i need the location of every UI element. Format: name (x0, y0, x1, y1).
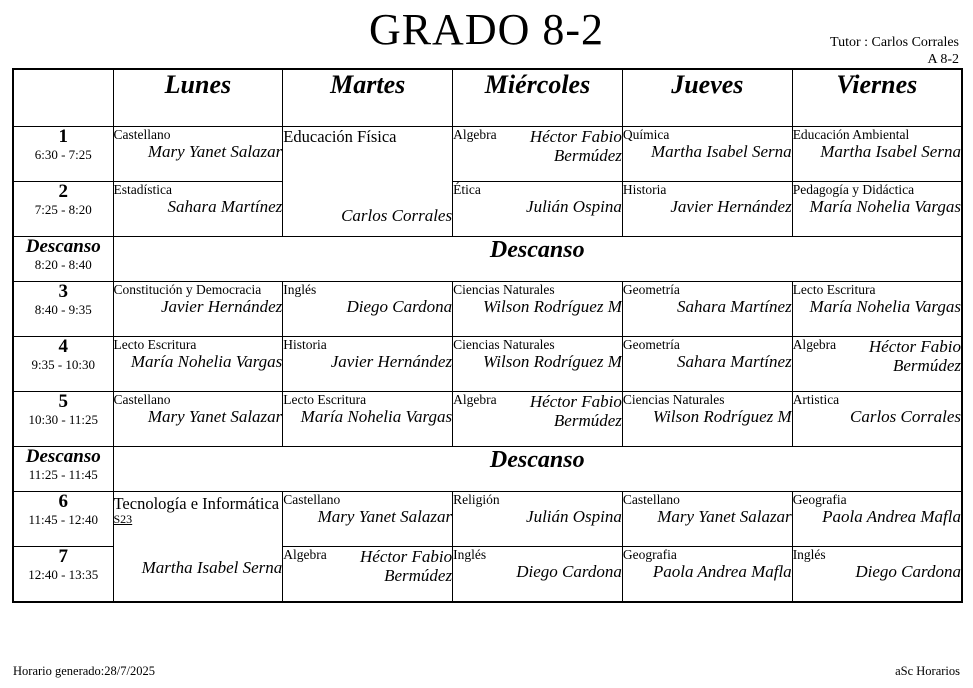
lesson-teacher: Carlos Corrales (341, 206, 453, 225)
lesson-teacher: Mary Yanet Salazar (147, 407, 283, 426)
lesson-subject: Algebra (453, 392, 497, 407)
day-header-martes: Martes (283, 69, 453, 127)
lesson-p2-viernes[interactable] (792, 182, 962, 237)
lesson-teacher: María Nohelia Vargas (809, 297, 961, 316)
lesson-p1-p2-martes[interactable] (283, 127, 453, 237)
lesson-teacher: Martha Isabel Serna (820, 142, 961, 161)
period-7-range: 12:40 - 13:35 (28, 567, 99, 582)
lesson-teacher: Héctor Fabio Bermúdez (529, 392, 622, 430)
table-row-period-6 (13, 492, 962, 547)
lesson-subject: Religión (453, 492, 500, 507)
period-6-number: 6 (58, 491, 68, 512)
period-1-number: 1 (58, 126, 68, 147)
lesson-subject: Ciencias Naturales (453, 282, 555, 297)
lesson-subject: Historia (622, 182, 667, 197)
lesson-teacher: Mary Yanet Salazar (317, 507, 453, 526)
lesson-teacher: Paola Andrea Mafla (652, 562, 792, 581)
footer-generated: Horario generado:28/7/2025 (13, 664, 155, 678)
lesson-subject: Algebra (283, 547, 327, 562)
period-3-time (13, 282, 113, 337)
period-2-number: 2 (58, 181, 68, 202)
period-6-range: 11:45 - 12:40 (28, 512, 99, 527)
lesson-teacher: Paola Andrea Mafla (822, 507, 961, 526)
break-2-range: 11:25 - 11:45 (28, 467, 98, 482)
lesson-teacher: Héctor Fabio Bermúdez (360, 547, 453, 585)
lesson-p1-miercoles[interactable] (453, 127, 623, 182)
period-5-range: 10:30 - 11:25 (28, 412, 99, 427)
period-3-number: 3 (58, 281, 68, 302)
break-2-banner: Descanso (113, 447, 962, 492)
lesson-p6-viernes[interactable] (792, 492, 962, 547)
period-7-number: 7 (58, 546, 68, 567)
period-1-range: 6:30 - 7:25 (34, 147, 92, 162)
lesson-p3-martes[interactable] (283, 282, 453, 337)
lesson-teacher: Julián Ospina (526, 507, 622, 526)
table-row-period-3 (13, 282, 962, 337)
lesson-subject: Geometría (622, 337, 680, 352)
period-1-time (13, 127, 113, 182)
break-2-time (13, 447, 113, 492)
lesson-p7-viernes[interactable] (792, 547, 962, 603)
lesson-p1-viernes[interactable] (792, 127, 962, 182)
lesson-p6-miercoles[interactable] (453, 492, 623, 547)
break-1-range: 8:20 - 8:40 (34, 257, 92, 272)
lesson-subject: Ciencias Naturales (453, 337, 555, 352)
lesson-p3-miercoles[interactable] (453, 282, 623, 337)
lesson-subject: Ética (453, 182, 481, 197)
lesson-subject: Inglés (792, 547, 826, 562)
break-1-banner: Descanso (113, 237, 962, 282)
lesson-subject: Geometría (622, 282, 680, 297)
table-row-period-4 (13, 337, 962, 392)
table-row-break-2 (13, 447, 962, 492)
lesson-p4-lunes[interactable] (113, 337, 283, 392)
lesson-p4-miercoles[interactable] (453, 337, 623, 392)
lesson-subject: Castellano (113, 127, 171, 142)
period-2-range: 7:25 - 8:20 (34, 202, 92, 217)
lesson-p5-viernes[interactable] (792, 392, 962, 447)
footer-app: aSc Horarios (895, 664, 960, 678)
tutor-info (830, 34, 959, 68)
lesson-teacher: María Nohelia Vargas (130, 352, 283, 371)
day-header-jueves: Jueves (622, 69, 792, 127)
lesson-p2-miercoles[interactable] (453, 182, 623, 237)
lesson-p3-lunes[interactable] (113, 282, 283, 337)
period-3-range: 8:40 - 9:35 (34, 302, 92, 317)
period-4-range: 9:35 - 10:30 (31, 357, 96, 372)
lesson-p6-martes[interactable] (283, 492, 453, 547)
lesson-p3-jueves[interactable] (622, 282, 792, 337)
lesson-teacher: Sahara Martínez (676, 352, 792, 371)
lesson-teacher: Diego Cardona (855, 562, 961, 581)
period-6-time (13, 492, 113, 547)
lesson-subject: Educación Física (283, 127, 397, 146)
lesson-teacher: Javier Hernández (670, 197, 792, 216)
table-row-period-5 (13, 392, 962, 447)
lesson-teacher: Wilson Rodríguez M (652, 407, 792, 426)
day-header-viernes: Viernes (792, 69, 962, 127)
lesson-subject: Lecto Escritura (792, 282, 876, 297)
lesson-teacher: Martha Isabel Serna (141, 558, 283, 577)
lesson-subject: Estadística (113, 182, 172, 197)
lesson-subject: Inglés (453, 547, 487, 562)
lesson-subject: Castellano (113, 392, 171, 407)
period-4-number: 4 (58, 336, 68, 357)
period-5-number: 5 (58, 391, 68, 412)
lesson-subject: Algebra (792, 337, 837, 352)
lesson-teacher: Mary Yanet Salazar (147, 142, 283, 161)
timetable (12, 68, 963, 603)
lesson-subject: Tecnología e Informática (113, 494, 280, 513)
lesson-p1-jueves[interactable] (622, 127, 792, 182)
lesson-p7-martes[interactable] (283, 547, 453, 603)
lesson-subject: Lecto Escritura (113, 337, 197, 352)
lesson-subject: Geografia (622, 547, 677, 562)
lesson-teacher: Héctor Fabio Bermúdez (529, 127, 622, 165)
lesson-p4-viernes[interactable] (792, 337, 962, 392)
lesson-teacher: Mary Yanet Salazar (657, 507, 792, 526)
lesson-teacher: Martha Isabel Serna (650, 142, 792, 161)
break-1-label: Descanso (25, 236, 101, 257)
lesson-teacher: María Nohelia Vargas (809, 197, 961, 216)
page-title: GRADO 8-2 (368, 5, 605, 54)
lesson-teacher: Sahara Martínez (167, 197, 283, 216)
lesson-p7-miercoles[interactable] (453, 547, 623, 603)
lesson-teacher: María Nohelia Vargas (300, 407, 453, 426)
lesson-subject: Historia (283, 337, 327, 352)
lesson-teacher: Diego Cardona (516, 562, 622, 581)
lesson-subject: Artistica (792, 392, 840, 407)
lesson-subject: Algebra (453, 127, 497, 142)
break-2-label: Descanso (25, 446, 101, 467)
lesson-teacher: Carlos Corrales (849, 407, 961, 426)
lesson-p7-jueves[interactable] (622, 547, 792, 603)
day-header-lunes: Lunes (113, 69, 283, 127)
table-header-row (13, 69, 962, 127)
lesson-subject: Constitución y Democracia (113, 282, 262, 297)
lesson-teacher: Wilson Rodríguez M (483, 352, 622, 371)
lesson-teacher: Javier Hernández (330, 352, 453, 371)
lesson-teacher: Diego Cardona (346, 297, 453, 316)
lesson-subject: Lecto Escritura (283, 392, 367, 407)
lesson-p6-p7-lunes[interactable] (113, 492, 283, 603)
lesson-teacher: Julián Ospina (526, 197, 622, 216)
lesson-teacher: Javier Hernández (160, 297, 283, 316)
lesson-p2-lunes[interactable] (113, 182, 283, 237)
lesson-teacher: Héctor Fabio Bermúdez (868, 337, 961, 375)
lesson-subject: Geografia (792, 492, 847, 507)
lesson-subject: Química (622, 127, 670, 142)
lesson-p4-martes[interactable] (283, 337, 453, 392)
lesson-p5-martes[interactable] (283, 392, 453, 447)
lesson-teacher: Wilson Rodríguez M (483, 297, 622, 316)
table-row-period-1 (13, 127, 962, 182)
table-row-period-2 (13, 182, 962, 237)
lesson-subject: Inglés (283, 282, 317, 297)
table-row-break-1 (13, 237, 962, 282)
break-1-time (13, 237, 113, 282)
lesson-p5-miercoles[interactable] (453, 392, 623, 447)
lesson-teacher: Sahara Martínez (676, 297, 792, 316)
lesson-p3-viernes[interactable] (792, 282, 962, 337)
tutor-label: Tutor : Carlos Corrales (830, 35, 959, 50)
lesson-subject: Pedagogía y Didáctica (792, 182, 915, 197)
lesson-subject: Castellano (283, 492, 341, 507)
day-header-miercoles: Miércoles (453, 69, 623, 127)
lesson-room: S23 (113, 512, 133, 526)
period-4-time (13, 337, 113, 392)
lesson-p4-jueves[interactable] (622, 337, 792, 392)
lesson-p6-jueves[interactable] (622, 492, 792, 547)
lesson-subject: Educación Ambiental (792, 127, 910, 142)
lesson-p5-lunes[interactable] (113, 392, 283, 447)
period-5-time (13, 392, 113, 447)
period-2-time (13, 182, 113, 237)
lesson-p5-jueves[interactable] (622, 392, 792, 447)
lesson-p1-lunes[interactable] (113, 127, 283, 182)
period-7-time (13, 547, 113, 603)
lesson-subject: Ciencias Naturales (622, 392, 725, 407)
class-label: A 8-2 (927, 52, 959, 67)
lesson-subject: Castellano (622, 492, 680, 507)
lesson-p2-jueves[interactable] (622, 182, 792, 237)
corner-cell (13, 69, 113, 127)
